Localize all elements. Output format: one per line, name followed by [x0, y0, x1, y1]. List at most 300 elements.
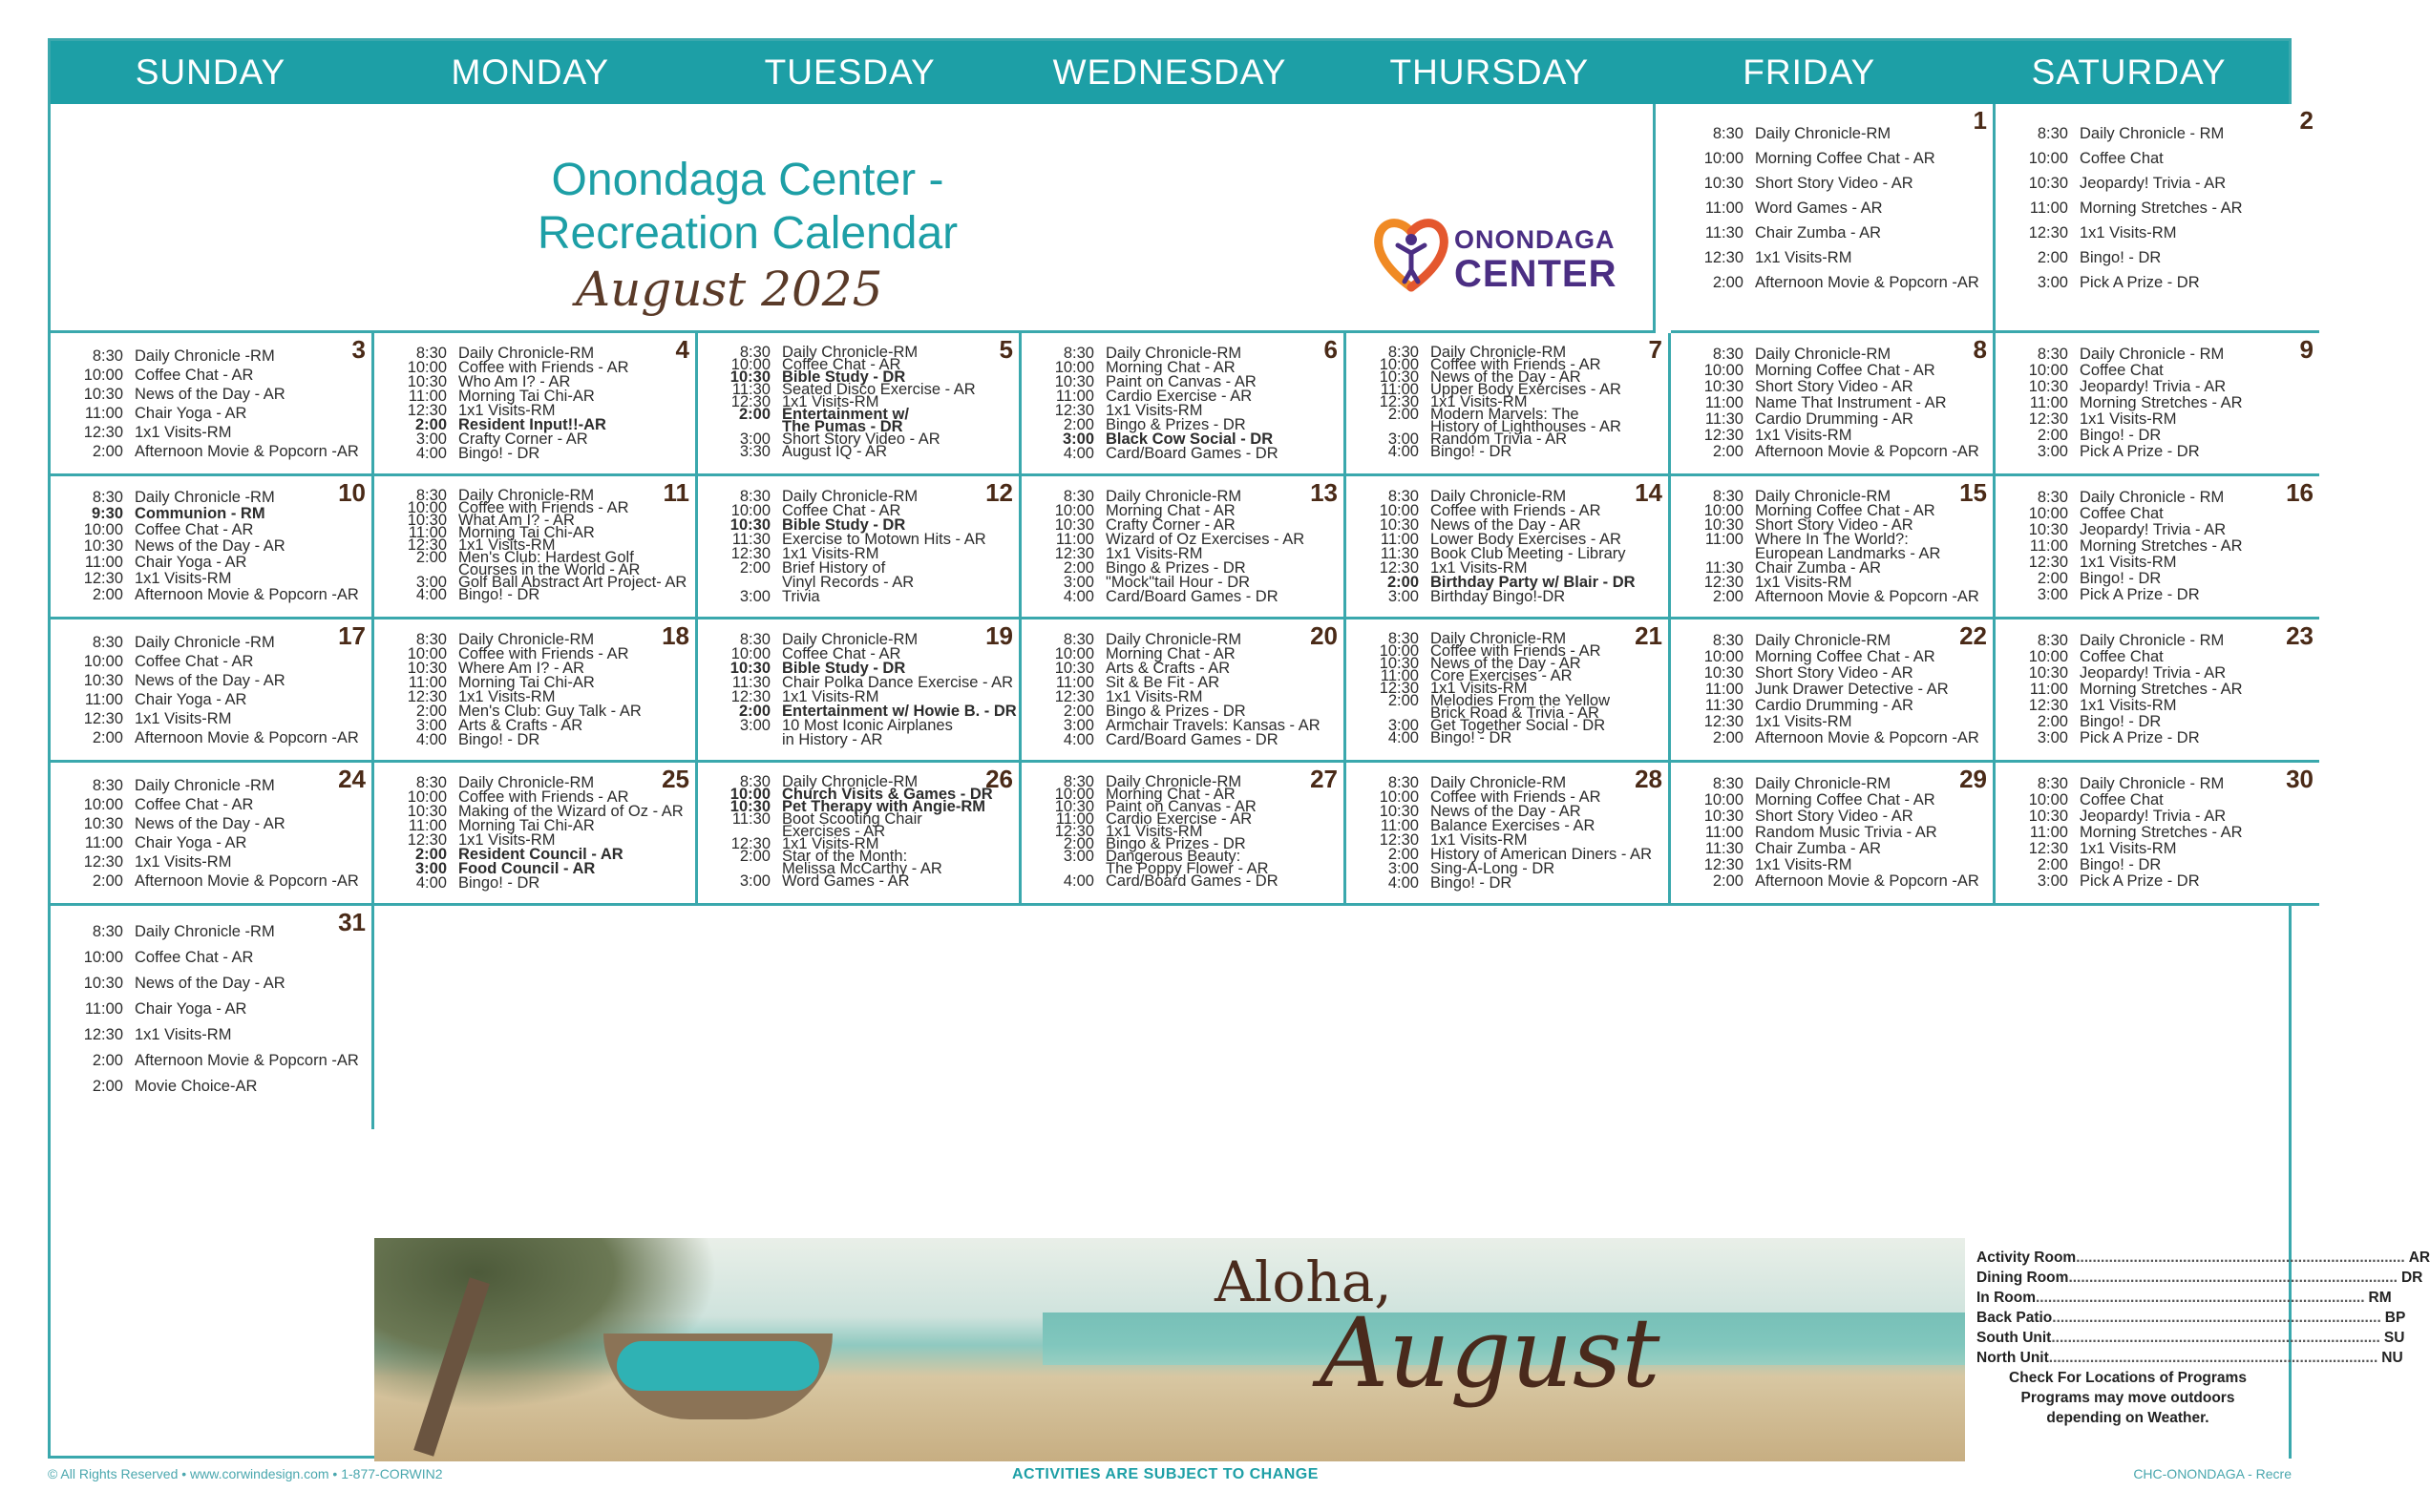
day-cell-7 — [1346, 333, 1671, 476]
activity-time: 4:00 — [415, 586, 447, 603]
activity-name: Coffee with Friends - AR — [1430, 502, 1601, 519]
activity-name: Black Cow Social - DR — [1106, 430, 1274, 448]
activity-name: 1x1 Visits-RM — [782, 835, 879, 852]
activity-name: Bible Study - DR — [782, 368, 906, 386]
activity-name: Daily Chronicle-RM — [1755, 632, 1891, 649]
activity-name: Short Story Video - AR — [1755, 808, 1913, 825]
activity-item — [2005, 857, 2315, 873]
activity-item — [708, 443, 1015, 460]
activity-name: Jeopardy! Trivia - AR — [2080, 378, 2227, 395]
activity-time: 10:00 — [1054, 502, 1094, 519]
activity-time: 11:00 — [2029, 824, 2068, 841]
activity-name: Coffee Chat - AR — [135, 367, 254, 384]
activity-time: 11:00 — [84, 1000, 123, 1018]
activity-time: 4:00 — [415, 874, 447, 892]
activity-name: Paint on Canvas - AR — [1106, 798, 1257, 815]
activity-name: Chair Yoga - AR — [135, 1000, 247, 1018]
activity-name: Coffee Chat - AR — [782, 356, 901, 373]
activity-time: 10:00 — [1703, 502, 1743, 519]
activity-item — [2005, 841, 2315, 857]
day-number: 2 — [2299, 106, 2314, 135]
activity-time: 10:30 — [83, 815, 123, 832]
activity-name: Daily Chronicle-RM — [458, 774, 595, 791]
activity-item — [60, 1048, 368, 1074]
activity-time: 4:00 — [1063, 588, 1094, 605]
activity-item — [1680, 808, 1989, 825]
activity-time: 3:00 — [1387, 860, 1419, 877]
activity-list — [1356, 490, 1664, 604]
day-number: 1 — [1973, 106, 1987, 135]
day-cell-31 — [51, 906, 374, 1129]
legend-code: SU — [2383, 1330, 2405, 1346]
activity-name: Men's Club: Guy Talk - AR — [458, 703, 642, 720]
activity-time: 10:00 — [1703, 791, 1743, 808]
activity-item — [60, 522, 368, 538]
activity-name: Daily Chronicle -RM — [135, 923, 275, 940]
activity-time: 11:30 — [1704, 224, 1743, 242]
day-number: 17 — [338, 621, 366, 650]
activity-item — [60, 709, 368, 728]
activity-name: Chair Polka Dance Exercise - AR — [782, 674, 1014, 691]
activity-name: Coffee Chat — [2080, 150, 2164, 167]
activity-time: 8:30 — [415, 345, 447, 362]
legend-row — [1976, 1288, 2392, 1308]
legend-row — [1976, 1308, 2406, 1328]
activity-name: Morning Chat - AR — [1106, 645, 1236, 662]
activity-name: Seated Disco Exercise - AR — [782, 381, 976, 398]
activity-name: 1x1 Visits-RM — [782, 545, 879, 562]
activity-item — [1680, 633, 1989, 649]
activity-item — [1680, 395, 1989, 411]
activity-name: Coffee Chat - AR — [135, 949, 254, 966]
activity-item — [1680, 146, 1989, 171]
activity-time: 12:30 — [730, 393, 771, 410]
activity-list — [384, 346, 691, 461]
activity-time: 8:30 — [1712, 488, 1743, 505]
activity-name: Daily Chronicle - RM — [2080, 632, 2225, 649]
activity-time: 10:00 — [730, 645, 771, 662]
activity-list — [60, 490, 368, 603]
activity-name: Bingo! - DR — [458, 731, 540, 748]
activity-time: 10:00 — [1703, 648, 1743, 665]
activity-name: 1x1 Visits-RM — [458, 402, 556, 419]
activity-list — [1031, 346, 1340, 461]
activity-time: 4:00 — [1063, 445, 1094, 462]
activity-name: Daily Chronicle-RM — [1755, 775, 1891, 792]
activity-name: Afternoon Movie & Popcorn -AR — [135, 729, 359, 746]
activity-time: 4:00 — [415, 445, 447, 462]
activity-name: Daily Chronicle - RM — [2080, 775, 2225, 792]
hammock-cushion — [617, 1341, 819, 1391]
month-label: August 2025 — [576, 262, 883, 317]
activity-time: 10:30 — [407, 660, 447, 677]
activity-name: Afternoon Movie & Popcorn -AR — [1755, 729, 1979, 746]
day-cell-6 — [1022, 333, 1346, 476]
activity-item — [1680, 270, 1989, 295]
activity-time: 10:30 — [1054, 516, 1094, 534]
activity-item — [1680, 714, 1989, 730]
activity-time: 3:00 — [1062, 430, 1094, 448]
activity-time: 10:30 — [1379, 368, 1419, 386]
activity-time: 10:00 — [407, 645, 447, 662]
activity-item — [2005, 730, 2315, 746]
activity-time: 8:30 — [92, 923, 123, 940]
activity-time: 8:30 — [415, 631, 447, 648]
activity-name: The Pumas - DR — [782, 418, 903, 435]
legend-code: AR — [2408, 1250, 2430, 1266]
activity-name: 1x1 Visits-RM — [2080, 554, 2177, 571]
calendar-title — [461, 154, 1034, 261]
activity-time: 10:00 — [1703, 150, 1743, 167]
activity-item — [60, 506, 368, 522]
activity-time: 2:00 — [2037, 249, 2068, 266]
activity-time: 2:00 — [1387, 692, 1419, 709]
activity-name: 1x1 Visits-RM — [1430, 559, 1528, 577]
activity-name: 1x1 Visits-RM — [135, 570, 232, 587]
legend-label: Dining Room — [1976, 1270, 2069, 1286]
activity-name: Birthday Bingo!-DR — [1430, 588, 1566, 605]
legend-label: In Room — [1976, 1290, 2036, 1306]
activity-item — [2005, 146, 2315, 171]
legend-leader: ................................................................................ — [2076, 1250, 2405, 1266]
activity-name: Chair Yoga - AR — [135, 554, 247, 571]
activity-item — [1680, 428, 1989, 444]
activity-name: Bingo! - DR — [458, 874, 540, 892]
activity-name: Jeopardy! Trivia - AR — [2080, 808, 2227, 825]
aloha-text: Aloha, — [1215, 1250, 1392, 1314]
activity-name: Coffee with Friends - AR — [458, 359, 629, 376]
activity-time: 8:30 — [2037, 775, 2068, 792]
activity-item — [60, 671, 368, 690]
activity-name: Bingo! - DR — [1430, 874, 1512, 892]
day-cell-5 — [698, 333, 1022, 476]
activity-time: 3:30 — [739, 443, 771, 460]
activity-name: Daily Chronicle - RM — [2080, 125, 2225, 142]
activity-time: 12:30 — [1379, 680, 1419, 697]
activity-time: 11:00 — [408, 388, 447, 405]
activity-time: 12:30 — [2028, 840, 2068, 857]
activity-name: Daily Chronicle -RM — [135, 634, 275, 651]
activity-name: Daily Chronicle-RM — [1430, 488, 1567, 505]
activity-name: 1x1 Visits-RM — [135, 853, 232, 871]
activity-name: 1x1 Visits-RM — [135, 424, 232, 441]
activity-time: 11:30 — [731, 674, 771, 691]
activity-name: Church Visits & Games - DR — [782, 786, 993, 803]
activity-time: 11:00 — [1704, 200, 1743, 217]
activity-item — [1356, 590, 1664, 604]
activity-time: 11:00 — [1055, 531, 1094, 548]
activity-time: 10:30 — [1703, 664, 1743, 682]
activity-name: Afternoon Movie & Popcorn -AR — [1755, 588, 1979, 605]
activity-time: 10:00 — [83, 949, 123, 966]
activity-name: 1x1 Visits-RM — [2080, 410, 2177, 428]
activity-time: 10:00 — [407, 788, 447, 806]
activity-time: 2:00 — [1063, 703, 1094, 720]
day-number: 20 — [1310, 621, 1338, 650]
activity-name: Chair Yoga - AR — [135, 405, 247, 422]
activity-time: 2:00 — [1712, 872, 1743, 890]
activity-time: 12:30 — [1703, 249, 1743, 266]
weekday-thursday: THURSDAY — [1389, 52, 1590, 92]
day-cell-2 — [1996, 104, 2319, 333]
activity-item — [60, 490, 368, 506]
copyright-footer: © All Rights Reserved • www.corwindesign.com • 1-877-CORWIN2 — [48, 1466, 443, 1481]
activity-time: 10:30 — [1703, 808, 1743, 825]
activity-name: Coffee Chat — [2080, 505, 2164, 522]
activity-time: 3:00 — [1063, 717, 1094, 734]
activity-name: News of the Day - AR — [135, 815, 285, 832]
activity-time: 2:00 — [414, 416, 447, 433]
activity-item — [2005, 506, 2315, 522]
activity-time: 10:30 — [2028, 521, 2068, 538]
activity-time: 12:30 — [407, 831, 447, 849]
day-number: 12 — [985, 478, 1013, 507]
day-number: 19 — [985, 621, 1013, 650]
activity-name: Courses in the World - AR — [458, 561, 641, 578]
activity-item — [2005, 873, 2315, 890]
activity-time: 8:30 — [1063, 631, 1094, 648]
activity-time: 10:00 — [83, 367, 123, 384]
weekday-header — [51, 41, 2289, 104]
day-cell-16 — [1996, 476, 2319, 620]
activity-item — [1680, 730, 1989, 746]
activity-name: Brief History of — [782, 559, 886, 577]
activity-name: Card/Board Games - DR — [1106, 872, 1278, 890]
activity-time: 12:30 — [407, 402, 447, 419]
activity-name: Where Am I? - AR — [458, 660, 585, 677]
activity-time: 12:30 — [83, 570, 123, 587]
activity-name: 1x1 Visits-RM — [1430, 831, 1528, 849]
activity-name: 1x1 Visits-RM — [782, 688, 879, 705]
activity-item — [60, 423, 368, 442]
activity-item — [1680, 220, 1989, 245]
day-number: 9 — [2299, 335, 2314, 364]
activity-list — [384, 487, 691, 603]
activity-name: Chair Yoga - AR — [135, 691, 247, 708]
activity-name: News of the Day - AR — [135, 672, 285, 689]
activity-list — [708, 490, 1015, 604]
activity-name: 1x1 Visits-RM — [458, 688, 556, 705]
day-number: 28 — [1635, 765, 1662, 793]
title-line-1: Onondaga Center - — [551, 155, 944, 205]
activity-name: Core Exercises - AR — [1430, 667, 1573, 684]
activity-name: Coffee with Friends - AR — [458, 645, 629, 662]
activity-name: 1x1 Visits-RM — [1755, 856, 1852, 873]
activity-time: 11:00 — [1055, 674, 1094, 691]
activity-time: 11:30 — [731, 531, 771, 548]
activity-name: Star of the Month: — [782, 848, 908, 865]
activity-list — [384, 776, 691, 891]
activity-time: 11:00 — [1380, 817, 1419, 834]
weekday-friday: FRIDAY — [1743, 52, 1876, 92]
august-script-text: August — [1320, 1297, 1660, 1409]
activity-time: 8:30 — [1063, 773, 1094, 790]
activity-time: 2:00 — [1712, 274, 1743, 291]
activity-name: Morning Tai Chi-AR — [458, 817, 595, 834]
activity-name: Word Games - AR — [1755, 200, 1883, 217]
activity-name: Pick A Prize - DR — [2080, 729, 2200, 746]
activity-name: Daily Chronicle-RM — [1430, 630, 1567, 647]
activity-name: Men's Club: Hardest Golf — [458, 549, 634, 566]
activity-name: Chair Zumba - AR — [1755, 559, 1882, 577]
activity-time: 11:00 — [1704, 824, 1743, 841]
activity-name: Bingo! - DR — [1430, 729, 1512, 746]
activity-name: Morning Stretches - AR — [2080, 394, 2243, 411]
activity-name: 1x1 Visits-RM — [1430, 393, 1528, 410]
activity-time: 11:00 — [84, 405, 123, 422]
location-legend — [1965, 1238, 2430, 1461]
legend-leader: ................................................................................ — [2048, 1350, 2378, 1366]
activity-time: 12:30 — [1703, 856, 1743, 873]
activity-name: Morning Coffee Chat - AR — [1755, 502, 1935, 519]
activity-name: Short Story Video - AR — [1755, 378, 1913, 395]
activity-time: 12:30 — [1054, 545, 1094, 562]
activity-item — [1680, 411, 1989, 428]
activity-list — [1031, 773, 1340, 890]
activity-time: 10:00 — [1703, 362, 1743, 379]
activity-time: 2:00 — [1063, 835, 1094, 852]
activity-time: 8:30 — [415, 774, 447, 791]
activity-item — [2005, 363, 2315, 379]
activity-time: 11:00 — [2029, 394, 2068, 411]
activity-item — [2005, 587, 2315, 603]
activity-name: Daily Chronicle-RM — [458, 345, 595, 362]
activity-name: Paint on Canvas - AR — [1106, 373, 1257, 390]
activity-item — [1031, 590, 1340, 604]
activity-name: 1x1 Visits-RM — [1755, 249, 1852, 266]
day-cell-1 — [1671, 104, 1996, 333]
activity-item — [2005, 776, 2315, 792]
activity-time: 8:30 — [92, 777, 123, 794]
activity-time: 12:30 — [2028, 224, 2068, 242]
activity-name: Morning Stretches - AR — [2080, 537, 2243, 555]
activity-name: Daily Chronicle-RM — [458, 487, 595, 504]
activity-item — [708, 733, 1015, 747]
onondaga-logo — [1373, 211, 1621, 306]
activity-name: Daily Chronicle-RM — [782, 344, 919, 361]
day-cell-30 — [1996, 763, 2319, 906]
activity-time: 2:00 — [92, 586, 123, 603]
legend-note — [1976, 1368, 2279, 1428]
activity-name: Card/Board Games - DR — [1106, 588, 1278, 605]
activity-time: 10:30 — [1703, 175, 1743, 192]
activity-list — [1031, 633, 1340, 747]
activity-time: 8:30 — [1387, 488, 1419, 505]
activity-name: What Am I? - AR — [458, 512, 575, 529]
activity-name: Daily Chronicle -RM — [135, 777, 275, 794]
activity-name: Boot Scooting Chair — [782, 810, 922, 828]
legend-note-line: Programs may move outdoors — [2020, 1390, 2235, 1406]
activity-item — [1680, 698, 1989, 714]
day-cell-4 — [374, 333, 698, 476]
activity-item — [60, 1074, 368, 1100]
activity-name: Communion - RM — [135, 505, 265, 522]
activity-list — [2005, 776, 2315, 890]
day-number: 30 — [2286, 765, 2314, 793]
activity-name: Sing-A-Long - DR — [1430, 860, 1555, 877]
heart-person-icon — [1373, 211, 1449, 297]
day-number: 16 — [2286, 478, 2314, 507]
activity-time: 11:00 — [1380, 381, 1419, 398]
activity-name: Wizard of Oz Exercises - AR — [1106, 531, 1305, 548]
activity-time: 9:30 — [91, 505, 123, 522]
activity-name: Armchair Travels: Kansas - AR — [1106, 717, 1321, 734]
day-cell-11 — [374, 476, 698, 620]
activity-time: 2:00 — [92, 872, 123, 890]
activity-name: Bingo! - DR — [2080, 713, 2162, 730]
activity-item — [60, 555, 368, 571]
day-number: 21 — [1635, 621, 1662, 650]
activity-item — [1680, 590, 1989, 604]
day-number: 8 — [1973, 335, 1987, 364]
activity-item — [2005, 792, 2315, 808]
activity-name: 1x1 Visits-RM — [135, 1026, 232, 1043]
activity-name: Name That Instrument - AR — [1755, 394, 1947, 411]
activity-time: 2:00 — [1063, 416, 1094, 433]
activity-time: 11:00 — [1704, 394, 1743, 411]
activity-time: 3:00 — [739, 872, 771, 890]
activity-time: 11:00 — [1380, 667, 1419, 684]
activity-time: 2:00 — [92, 1078, 123, 1095]
legend-code: BP — [2384, 1310, 2406, 1326]
activity-name: Bingo! - DR — [458, 445, 540, 462]
activity-item — [60, 814, 368, 833]
activity-item — [2005, 808, 2315, 825]
day-number: 25 — [662, 765, 689, 793]
activity-name: Coffee Chat - AR — [135, 653, 254, 670]
activity-name: Short Story Video - AR — [1755, 516, 1913, 534]
activity-time: 12:30 — [1054, 402, 1094, 419]
activity-name: News of the Day - AR — [1430, 516, 1581, 534]
activity-item — [1356, 876, 1664, 891]
activity-time: 10:00 — [1379, 502, 1419, 519]
activity-time: 3:00 — [1387, 717, 1419, 734]
activity-time: 12:30 — [730, 545, 771, 562]
activity-name: Entertainment w/ Howie B. - DR — [782, 703, 1017, 720]
activity-list — [1680, 776, 1989, 890]
activity-name: Melissa McCarthy - AR — [782, 860, 942, 877]
day-number: 24 — [338, 765, 366, 793]
activity-item — [2005, 825, 2315, 841]
day-cell-19 — [698, 620, 1022, 763]
activity-item — [1031, 447, 1340, 461]
activity-time: 11:00 — [84, 554, 123, 571]
activity-time: 11:00 — [1055, 810, 1094, 828]
weekday-wednesday: WEDNESDAY — [1052, 52, 1287, 92]
activity-item — [60, 346, 368, 366]
activity-time: 3:00 — [415, 574, 447, 591]
activity-time: 3:00 — [2037, 274, 2068, 291]
activity-item — [2005, 245, 2315, 270]
activity-name: 1x1 Visits-RM — [2080, 840, 2177, 857]
activity-name: Pick A Prize - DR — [2080, 443, 2200, 460]
activity-name: Bible Study - DR — [782, 660, 906, 677]
activity-time — [708, 733, 782, 747]
activity-name: News of the Day - AR — [1430, 803, 1581, 820]
activity-time: 12:30 — [1703, 574, 1743, 591]
activity-item — [60, 690, 368, 709]
activity-time: 12:30 — [83, 853, 123, 871]
day-number: 3 — [351, 335, 366, 364]
day-number: 31 — [338, 908, 366, 936]
activity-time: 10:30 — [1379, 655, 1419, 672]
activity-time: 8:30 — [739, 488, 771, 505]
activity-time: 11:00 — [408, 817, 447, 834]
activity-time: 10:30 — [2028, 808, 2068, 825]
activity-time: 8:30 — [1712, 632, 1743, 649]
activity-name: Jeopardy! Trivia - AR — [2080, 521, 2227, 538]
activity-name: Resident Council - AR — [458, 846, 623, 863]
